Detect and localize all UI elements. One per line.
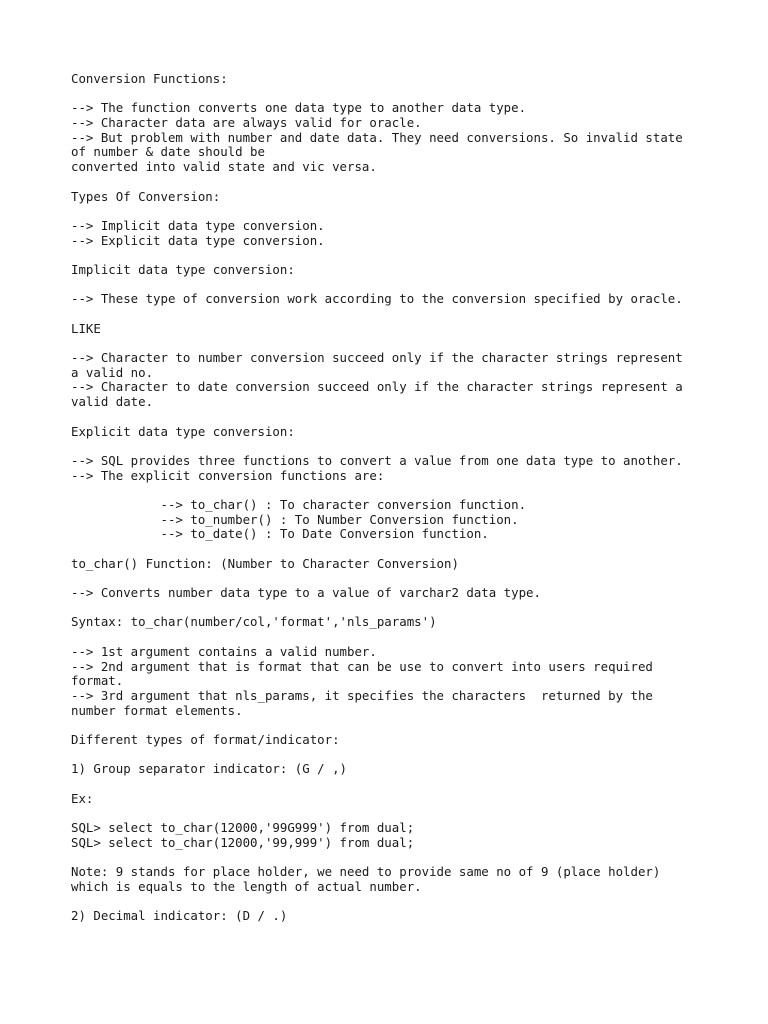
text-line: --> Character to date conversion succeed only if the character strings represent a [71,379,683,395]
blank-line [71,895,731,910]
blank-line [71,718,731,733]
blank-line [71,571,731,586]
text-line: number format elements. [71,702,243,718]
blank-line [71,278,731,293]
text-line: --> The function converts one data type to another data type. [71,100,527,116]
document-body [71,72,731,924]
text-line: --> 2nd argument that is format that can be use to convert into users required [71,658,653,674]
text-line: --> These type of conversion work according to the conversion specified by oracle. [71,291,683,307]
text-line: SQL> select to_char(12000,'99,999') from dual; [71,834,415,850]
text-line: --> Implicit data type conversion. [71,217,325,233]
blank-line [71,175,731,190]
text-line: Types Of Conversion: [71,188,221,204]
text-line: LIKE [71,320,101,336]
text-line: --> Converts number data type to a value of varchar2 data type. [71,585,541,601]
text-line: Explicit data type conversion: [71,423,295,439]
text-line: to_char() Function: (Number to Character Conversion) [71,555,459,571]
blank-line [71,410,731,425]
blank-line [71,204,731,219]
text-line: --> The explicit conversion functions are: [71,467,385,483]
text-line: of number & date should be [71,144,265,160]
text-line: Implicit data type conversion: [71,261,295,277]
blank-line [71,601,731,616]
text-line: valid date. [71,394,154,410]
text-line: Conversion Functions: [71,71,228,86]
text-line: converted into valid state and vic versa. [71,159,377,175]
text-line: Note: 9 stands for place holder, we need to provide same no of 9 (place holder) [71,864,661,880]
text-line: --> to_char() : To character conversion function. [71,496,527,512]
text-line: --> to_number() : To Number Conversion function. [71,511,519,527]
text-line: Different types of format/indicator: [71,731,340,747]
text-line: --> 3rd argument that nls_params, it specifies the characters returned by the [71,687,653,703]
text-line: 2) Decimal indicator: (D / .) [71,908,288,924]
blank-line [71,630,731,645]
text-line: a valid no. [71,364,154,380]
text-line: --> Explicit data type conversion. [71,232,325,248]
text-line: Ex: [71,790,94,806]
blank-line [71,542,731,557]
blank-line [71,248,731,263]
text-line: 1) Group separator indicator: (G / ,) [71,761,348,777]
blank-line [71,483,731,498]
text-line: Syntax: to_char(number/col,'format','nls_params') [71,614,437,630]
blank-line [71,850,731,865]
blank-line [71,777,731,792]
text-line: --> But problem with number and date data. They need conversions. So invalid state [71,129,683,145]
text-line: --> SQL provides three functions to convert a value from one data type to another. [71,452,683,468]
text-line: --> Character to number conversion succeed only if the character strings represent [71,350,683,366]
blank-line [71,806,731,821]
text-line: SQL> select to_char(12000,'99G999') from dual; [71,820,415,836]
text-line: --> to_date() : To Date Conversion function. [71,526,489,542]
text-line: which is equals to the length of actual number. [71,878,422,894]
text-line: format. [71,673,124,689]
blank-line [71,87,731,102]
blank-line [71,307,731,322]
text-line: --> Character data are always valid for oracle. [71,115,422,131]
blank-line [71,439,731,454]
text-line: --> 1st argument contains a valid number. [71,643,377,659]
blank-line [71,748,731,763]
blank-line [71,336,731,351]
